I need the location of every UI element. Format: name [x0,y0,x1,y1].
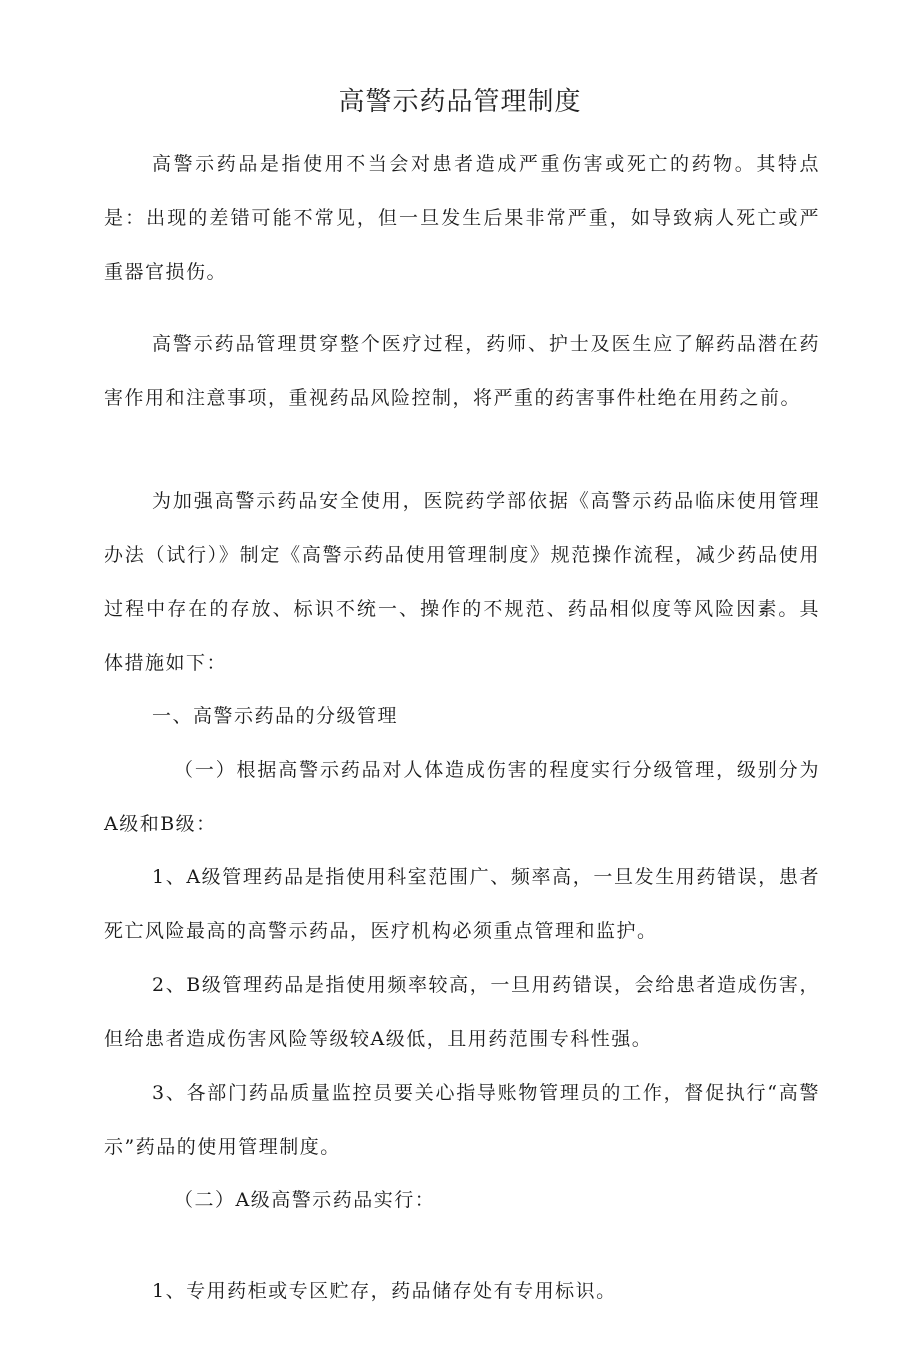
item-storage: 1、专用药柜或专区贮存，药品储存处有专用标识。 [152,1280,617,1302]
paragraph-measures: 为加强高警示药品安全使用，医院药学部依据《高警示药品临床使用管理办法（试行）》制定《高警示药品使用管理制度》规范操作流程，减少药品使用过程中存在的存放、标识不统一、操作的不规范、药品相似度等风险因素。具体措施如下： [104,490,820,674]
section-heading-classification: 一、高警示药品的分级管理 [152,705,399,727]
paragraph-definition: 高警示药品是指使用不当会对患者造成严重伤害或死亡的药物。其特点是：出现的差错可能不常见，但一旦发生后果非常严重，如导致病人死亡或严重器官损伤。 [104,153,820,283]
item-class-b: 2、B级管理药品是指使用频率较高，一旦用药错误，会给患者造成伤害，但给患者造成伤害风险等级较A级低，且用药范围专科性强。 [104,974,820,1050]
item-class-a: 1、A级管理药品是指使用科室范围广、频率高，一旦发生用药错误，患者死亡风险最高的高警示药品，医疗机构必须重点管理和监护。 [104,866,820,942]
subsection-grading: （一）根据高警示药品对人体造成伤害的程度实行分级管理，级别分为A级和B级： [104,759,820,835]
subsection-class-a-rules: （二）A级高警示药品实行： [174,1189,436,1211]
document-title: 高警示药品管理制度 [338,87,582,117]
paragraph-process: 高警示药品管理贯穿整个医疗过程，药师、护士及医生应了解药品潜在药害作用和注意事项，重视药品风险控制，将严重的药害事件杜绝在用药之前。 [104,333,820,409]
item-supervisor: 3、各部门药品质量监控员要关心指导账物管理员的工作，督促执行“高警示”药品的使用管理制度。 [104,1082,820,1158]
